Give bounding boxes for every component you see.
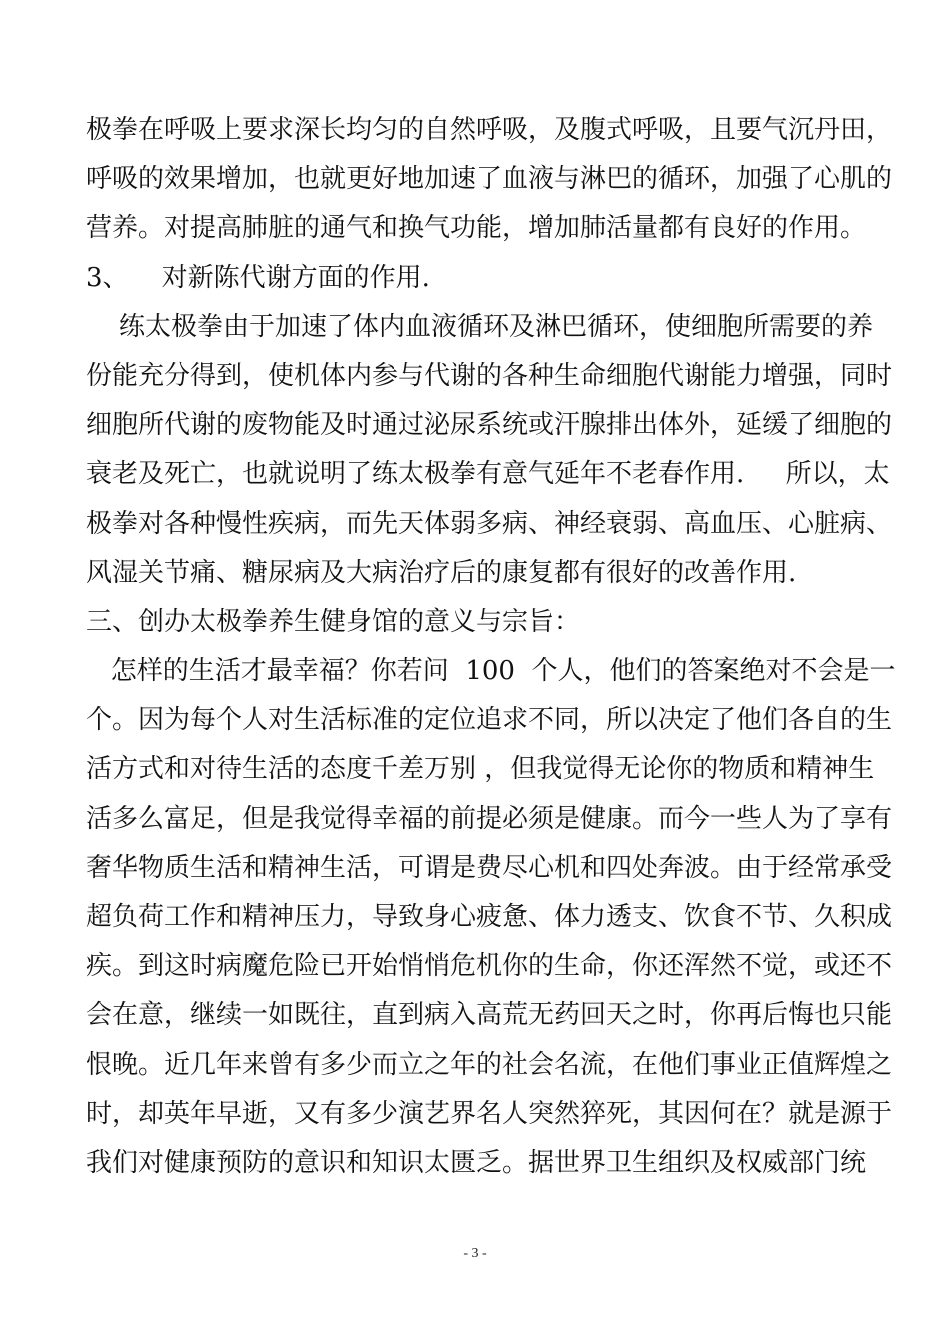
section-heading-3: 3、 对新陈代谢方面的作用. <box>86 262 430 293</box>
text-line: 衰老及死亡，也就说明了练太极拳有意气延年不老春作用. 所以，太 <box>86 459 890 490</box>
text-line: 练太极拳由于加速了体内血液循环及淋巴循环，使细胞所需要的养 <box>86 311 874 342</box>
text-line: 会在意，继续一如既往，直到病入高荒无药回天之时，你再后悔也只能 <box>86 1000 893 1031</box>
text-line: 活多么富足，但是我觉得幸福的前提必须是健康。而今一些人为了享有 <box>86 803 893 834</box>
text-line: 营养。对提高肺脏的通气和换气功能，增加肺活量都有良好的作用。 <box>86 213 867 244</box>
text-line: 奢华物质生活和精神生活，可谓是费尽心机和四处奔波。由于经常承受 <box>86 852 893 883</box>
text-line: 我们对健康预防的意识和知识太匮乏。据世界卫生组织及权威部门统 <box>86 1147 867 1178</box>
text-line: 恨晚。近几年来曾有多少而立之年的社会名流，在他们事业正值辉煌之 <box>86 1049 893 1080</box>
section-heading-three: 三、创办太极拳养生健身馆的意义与宗旨： <box>86 606 581 637</box>
text-line: 极拳对各种慢性疾病，而先天体弱多病、神经衰弱、高血压、心脏病、 <box>86 508 893 539</box>
text-line: 份能充分得到，使机体内参与代谢的各种生命细胞代谢能力增强，同时 <box>86 360 893 391</box>
text-line: 个。因为每个人对生活标准的定位追求不同，所以决定了他们各自的生 <box>86 705 893 736</box>
text-line: 超负荷工作和精神压力，导致身心疲惫、体力透支、饮食不节、久积成 <box>86 902 893 932</box>
text-line: 细胞所代谢的废物能及时通过泌尿系统或汗腺排出体外，延缓了细胞的 <box>86 410 893 441</box>
text-line: 呼吸的效果增加，也就更好地加速了血液与淋巴的循环，加强了心肌的 <box>86 164 893 195</box>
page-number: - 3 - <box>463 1246 487 1261</box>
text-line: 风湿关节痛、糖尿病及大病治疗后的康复都有很好的改善作用. <box>86 557 797 588</box>
body-text <box>86 106 896 1188</box>
text-line: 疾。到这时病魔危险已开始悄悄危机你的生命，你还浑然不觉，或还不 <box>86 951 893 982</box>
text-line: 怎样的生活才最幸福？你若问 100 个人，他们的答案绝对不会是一 <box>86 656 896 687</box>
text-line: 活方式和对待生活的态度千差万别 ，但我觉得无论你的物质和精神生 <box>86 754 875 785</box>
text-line: 极拳在呼吸上要求深长均匀的自然呼吸，及腹式呼吸，且要气沉丹田， <box>86 115 893 145</box>
text-line: 时，却英年早逝，又有多少演艺界名人突然猝死，其因何在？就是源于 <box>86 1098 893 1129</box>
